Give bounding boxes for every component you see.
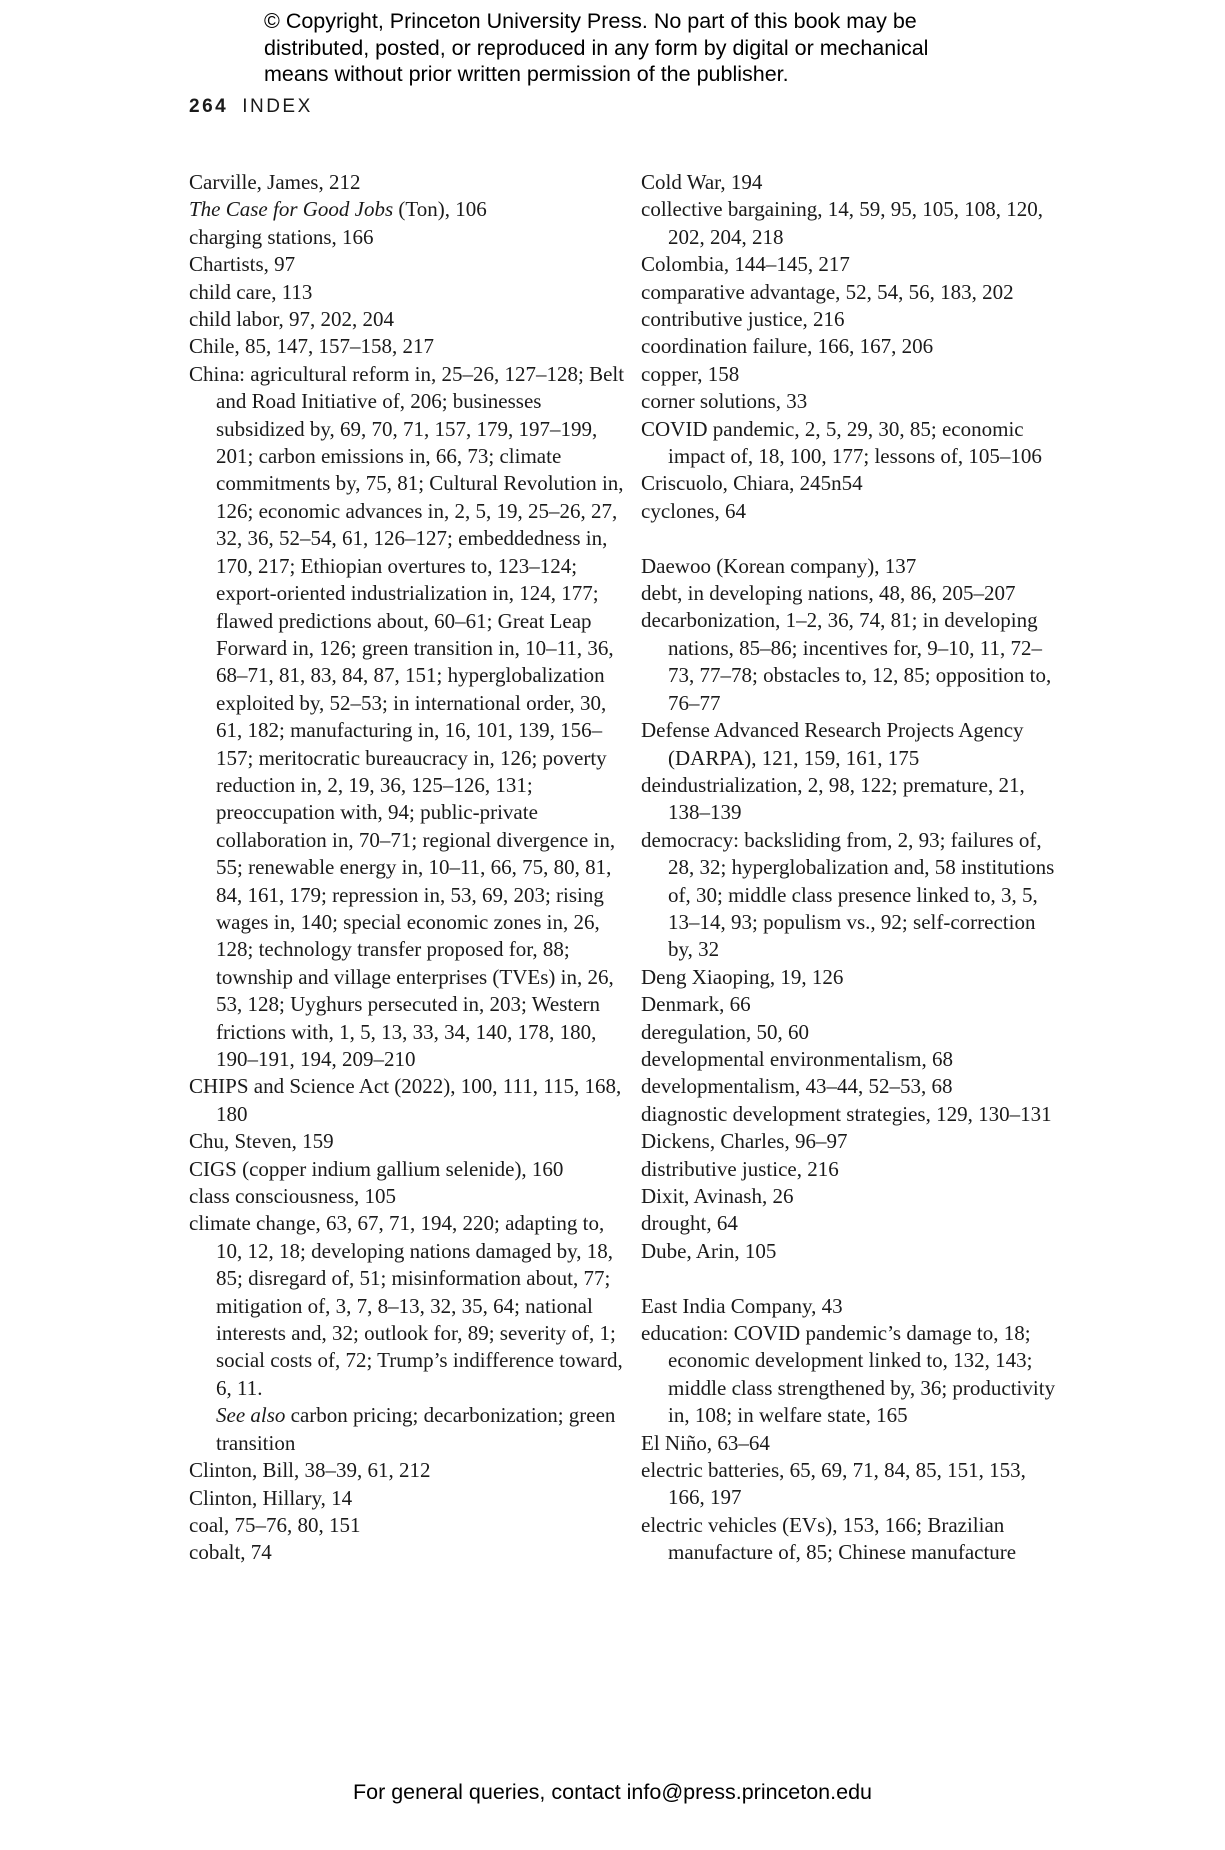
- index-column-right: [641, 169, 1061, 1567]
- index-entry: [189, 196, 629, 223]
- index-entry: Chartists, 97: [189, 252, 296, 277]
- copyright-line: means without prior written permission of the publisher.: [264, 62, 789, 86]
- index-entry: electric batteries, 65, 69, 71, 84, 85, 151, 153, 166, 197: [641, 1458, 1026, 1510]
- index-entry: developmental environmentalism, 68: [641, 1046, 954, 1071]
- index-entry: Colombia, 144–145, 217: [641, 252, 850, 277]
- index-entry: decarbonization, 1–2, 36, 74, 81; in developing nations, 85–86; incentives for, 9–10, 11, 72–73, 77–78; obstacles to, 12, 85; opposition to, 76–77: [641, 608, 1052, 715]
- index-entry: El Niño, 63–64: [641, 1430, 770, 1455]
- index-entry: COVID pandemic, 2, 5, 29, 30, 85; economic impact of, 18, 100, 177; lessons of, 105–106: [641, 416, 1042, 469]
- index-entry: democracy: backsliding from, 2, 93; failures of, 28, 32; hyperglobalization and, 58 institutions of, 30; middle class presence linked to, 3, 5, 13–14, 93; populism vs., 92; self-correction by, 32: [641, 827, 1055, 962]
- index-entry: child labor, 97, 202, 204: [189, 307, 395, 332]
- index-entry: comparative advantage, 52, 54, 56, 183, 202: [641, 279, 1014, 304]
- index-entry: distributive justice, 216: [641, 1156, 839, 1181]
- index-entry: debt, in developing nations, 48, 86, 205–207: [641, 581, 1016, 606]
- index-entry: coal, 75–76, 80, 151: [189, 1512, 361, 1537]
- index-entry: coordination failure, 166, 167, 206: [641, 334, 934, 359]
- page-number: 264: [189, 96, 229, 117]
- copyright-line: distributed, posted, or reproduced in any form by digital or mechanical: [264, 35, 929, 60]
- index-entry: drought, 64: [641, 1211, 738, 1236]
- index-entry: [189, 1210, 629, 1457]
- book-title: The Case for Good Jobs: [189, 197, 394, 222]
- index-entry: Chile, 85, 147, 157–158, 217: [189, 334, 434, 359]
- index-entry: deregulation, 50, 60: [641, 1019, 809, 1044]
- index-entry: East India Company, 43: [641, 1293, 843, 1318]
- index-entry: Denmark, 66: [641, 992, 751, 1017]
- index-entry: Criscuolo, Chiara, 245n54: [641, 471, 863, 496]
- index-entry: collective bargaining, 14, 59, 95, 105, 108, 120, 202, 204, 218: [641, 197, 1044, 249]
- index-entry: Carville, James, 212: [189, 170, 361, 194]
- index-entry: China: agricultural reform in, 25–26, 127–128; Belt and Road Initiative of, 206; businesses subsidized by, 69, 70, 71, 157, 179, 197–199, 201; carbon emissions in, 66, 73; climate commitments by, 75, 81; Cultural Revolution in, 126; economic advances in, 2, 5, 19, 25–26, 27, 32, 36, 52–54, 61, 126–127; embeddedness in, 170, 217; Ethiopian overtures to, 123–124; export-oriented industrialization in, 124, 177; flawed predictions about, 60–61; Great Leap Forward in, 126; green transition in, 10–11, 36, 68–71, 81, 83, 84, 87, 151; hyperglobalization exploited by, 52–53; in international order, 30, 61, 182; manufacturing in, 16, 101, 139, 156–157; meritocratic bureaucracy in, 126; poverty reduction in, 2, 19, 36, 125–126, 131; preoccupation with, 94; public-private collaboration in, 70–71; regional divergence in, 55; renewable energy in, 10–11, 66, 75, 80, 81, 84, 161, 179; repression in, 53, 69, 203; rising wages in, 140; special economic zones in, 26, 128; technology transfer proposed for, 88; township and village enterprises (TVEs) in, 26, 53, 128; Uyghurs persecuted in, 203; Western frictions with, 1, 5, 13, 33, 34, 140, 178, 180, 190–191, 194, 209–210: [189, 361, 625, 1071]
- index-entry: cobalt, 74: [189, 1540, 272, 1565]
- index-entry-main: climate change, 63, 67, 71, 194, 220; adapting to, 10, 12, 18; developing nations damaged by, 18, 85; disregard of, 51; misinformation about, 77; mitigation of, 3, 7, 8–13, 32, 35, 64; national interests and, 32; outlook for, 89; severity of, 1; social costs of, 72; Trump’s indifference toward, 6, 11.: [189, 1211, 623, 1400]
- index-entry: CIGS (copper indium gallium selenide), 160: [189, 1156, 564, 1181]
- index-entry: education: COVID pandemic’s damage to, 18; economic development linked to, 132, 143; middle class strengthened by, 36; productivity in, 108; in welfare state, 165: [641, 1321, 1056, 1428]
- index-entry: contributive justice, 216: [641, 307, 845, 332]
- index-entry: electric vehicles (EVs), 153, 166; Brazilian manufacture of, 85; Chinese manufacture: [641, 1512, 1017, 1565]
- letter-group-divider: [641, 1265, 1061, 1292]
- index-entry-rest: (Ton), 106: [393, 197, 487, 222]
- index-entry: Chu, Steven, 159: [189, 1129, 334, 1154]
- index-entry: Dube, Arin, 105: [641, 1238, 777, 1263]
- index-entry: Dickens, Charles, 96–97: [641, 1129, 848, 1154]
- section-title: INDEX: [242, 96, 313, 117]
- copyright-line: © Copyright, Princeton University Press. No part of this book may be: [264, 9, 917, 33]
- index-entry: Daewoo (Korean company), 137: [641, 553, 917, 578]
- index-entry: child care, 113: [189, 279, 313, 304]
- index-entry: charging stations, 166: [189, 224, 374, 249]
- see-also-targets: carbon pricing; decarbonization; green transition: [216, 1403, 616, 1455]
- running-head: [189, 96, 313, 118]
- index-entry: cyclones, 64: [641, 498, 746, 523]
- index-entry: deindustrialization, 2, 98, 122; premature, 21, 138–139: [641, 772, 1025, 825]
- index-entry: diagnostic development strategies, 129, 130–131: [641, 1101, 1052, 1126]
- index-entry: Defense Advanced Research Projects Agency (DARPA), 121, 159, 161, 175: [641, 718, 1024, 770]
- copyright-notice: [264, 8, 1024, 88]
- index-entry: Dixit, Avinash, 26: [641, 1184, 794, 1209]
- index-entry: developmentalism, 43–44, 52–53, 68: [641, 1074, 953, 1099]
- see-also-label: See also: [216, 1403, 286, 1428]
- index-entry: copper, 158: [641, 361, 740, 386]
- index-entry: Clinton, Bill, 38–39, 61, 212: [189, 1458, 431, 1483]
- index-entry: CHIPS and Science Act (2022), 100, 111, 115, 168, 180: [189, 1074, 622, 1126]
- index-entry: Clinton, Hillary, 14: [189, 1485, 353, 1510]
- footer-contact: For general queries, contact info@press.princeton.edu: [352, 1780, 872, 1804]
- index-column-left: [189, 169, 629, 1567]
- index-entry: Deng Xiaoping, 19, 126: [641, 964, 844, 989]
- letter-group-divider: [641, 525, 1061, 552]
- index-entry: corner solutions, 33: [641, 389, 808, 414]
- index-entry: Cold War, 194: [641, 170, 763, 194]
- index-entry: class consciousness, 105: [189, 1184, 397, 1209]
